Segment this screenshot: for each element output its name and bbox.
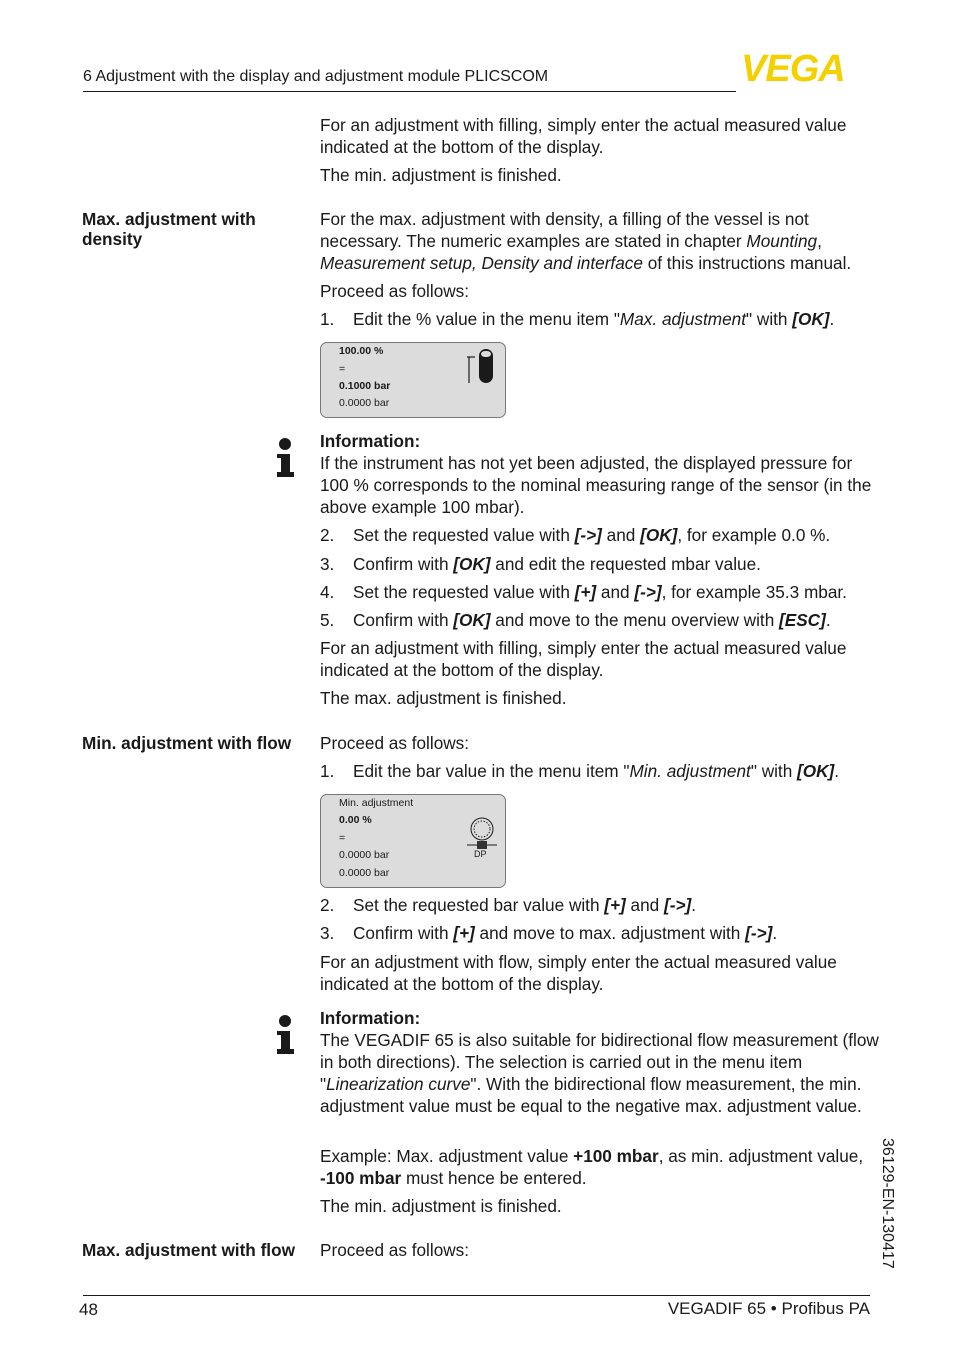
page-number: 48 <box>79 1300 98 1319</box>
list-item: 4. Set the requested value with [+] and [->], for example 35.3 mbar. <box>320 582 847 602</box>
paragraph: Proceed as follows: <box>320 1240 470 1260</box>
list-item: 3. Confirm with [+] and move to max. adjustment with [->]. <box>320 923 778 943</box>
side-heading-max-density: Max. adjustment with density <box>82 209 256 249</box>
paragraph-density-intro: For the max. adjustment with density, a filling of the vessel is not necessary. The numeric examples are stated in chapter Mounting, Measurement setup, Density and interface of this instructions manual. <box>320 209 852 273</box>
side-heading-min-flow: Min. adjustment with flow <box>82 733 292 753</box>
paragraph: For an adjustment with flow, simply enter the actual measured value indicated at the bottom of the display. <box>320 952 837 994</box>
example-paragraph: Example: Max. adjustment value +100 mbar, as min. adjustment value, -100 mbar must hence be entered. <box>320 1146 864 1188</box>
display-line: = <box>339 363 346 375</box>
chapter-title: 6 Adjustment with the display and adjustment module PLICSCOM <box>83 68 549 85</box>
paragraph: For an adjustment with filling, simply enter the actual measured value indicated at the bottom of the display. <box>320 115 847 157</box>
vessel-full-icon <box>467 347 497 385</box>
paragraph: For an adjustment with filling, simply enter the actual measured value indicated at the bottom of the display. <box>320 638 847 680</box>
flow-sensor-icon <box>467 817 497 849</box>
paragraph: The max. adjustment is finished. <box>320 688 567 708</box>
information-icon <box>276 438 294 478</box>
display-line: = <box>339 832 346 844</box>
display-line: 100.00 % <box>339 345 384 357</box>
product-name: VEGADIF 65 • Profibus PA <box>667 1299 870 1318</box>
display-line: 0.0000 bar <box>339 867 390 879</box>
header-rule <box>83 91 736 92</box>
list-item: 2. Set the requested value with [->] and [OK], for example 0.0 %. <box>320 525 831 545</box>
display-line: 0.00 % <box>339 814 372 826</box>
document-number: 36129-EN-130417 <box>879 1138 896 1269</box>
information-icon <box>276 1015 294 1055</box>
list-item: 1. Edit the % value in the menu item "Max. adjustment" with [OK]. <box>320 309 835 329</box>
list-item: 3. Confirm with [OK] and edit the requested mbar value. <box>320 554 761 574</box>
list-item: 2. Set the requested bar value with [+] and [->]. <box>320 895 697 915</box>
logo-text: VEGA <box>741 50 845 84</box>
display-screen-max-density <box>320 342 506 418</box>
info-title: Information: <box>320 1008 421 1028</box>
display-screen-min-flow <box>320 794 506 888</box>
display-line: 0.0000 bar <box>339 397 390 409</box>
list-item: 5. Confirm with [OK] and move to the menu overview with [ESC]. <box>320 610 831 630</box>
display-line: 0.0000 bar <box>339 849 390 861</box>
paragraph: Proceed as follows: <box>320 281 470 301</box>
paragraph: The min. adjustment is finished. <box>320 165 562 185</box>
info-text: If the instrument has not yet been adjusted, the displayed pressure for 100 % corresponds to the nominal measuring range of the sensor (in the above example 100 mbar). <box>320 453 872 517</box>
display-line: Min. adjustment <box>339 797 414 809</box>
info-title: Information: <box>320 431 421 451</box>
side-heading-max-flow: Max. adjustment with flow <box>82 1240 295 1260</box>
paragraph: The min. adjustment is finished. <box>320 1196 562 1216</box>
vega-logo <box>741 50 873 84</box>
dp-label: DP <box>474 849 487 859</box>
display-line: 0.1000 bar <box>339 380 391 392</box>
list-item: 1. Edit the bar value in the menu item "Min. adjustment" with [OK]. <box>320 761 840 781</box>
footer-rule <box>83 1295 870 1296</box>
info-text: The VEGADIF 65 is also suitable for bidirectional flow measurement (flow in both directions). The selection is carried out in the menu item "Linearization curve". With the bidirectional flow measurement, the min. adjustment value must be equal to the negative max. adjustment value. <box>320 1030 879 1116</box>
paragraph: Proceed as follows: <box>320 733 470 753</box>
